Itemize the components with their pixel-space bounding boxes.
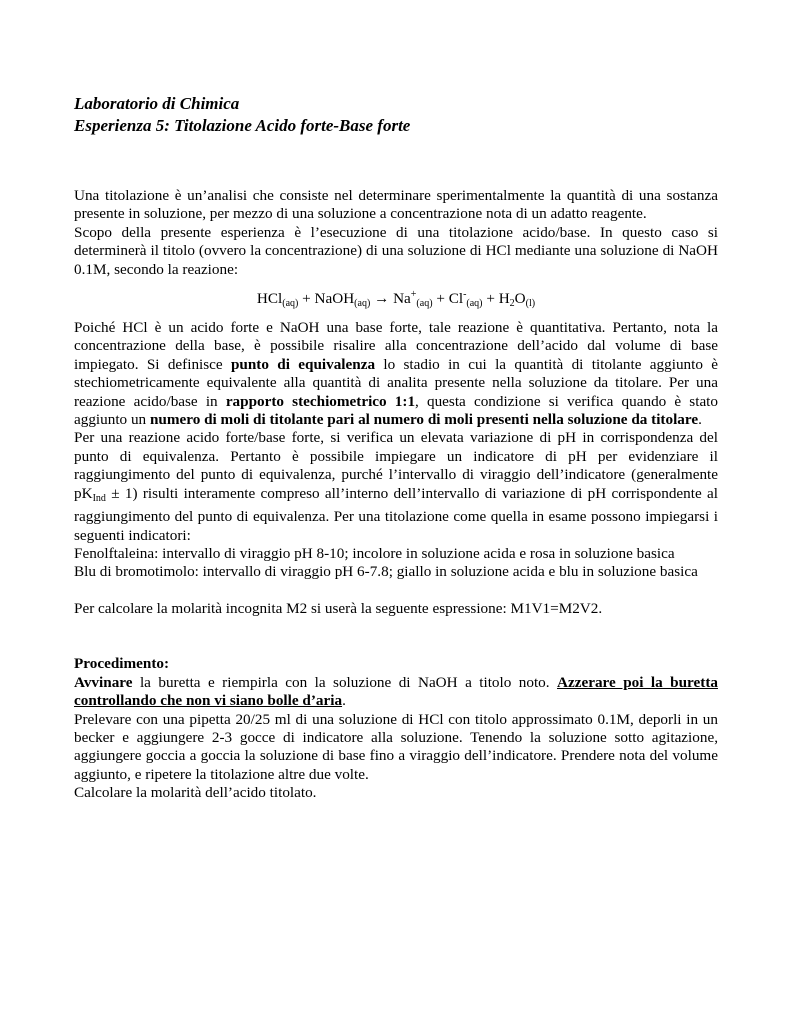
eq-aq-2: (aq) bbox=[354, 298, 371, 310]
step1-bold: Avvinare bbox=[74, 673, 133, 691]
theory-text-3: , questa condizione si verifica quando è stato aggiunto un bbox=[74, 392, 718, 429]
procedure-heading bbox=[74, 655, 718, 673]
theory-text-1: Poiché HCl è un acido forte e NaOH una base forte, tale reazione è quantitativa. Pertanto, nota la concentrazione della base, è possibile risalire alla concentrazione dell’acido dal volume di base impiegato. Si definisce bbox=[74, 319, 718, 373]
eq-plus-2: + bbox=[432, 290, 449, 308]
term-moles-condition: numero di moli di titolante pari al numero di moli presenti nella soluzione da titolare bbox=[149, 411, 699, 429]
step1-underlined: Azzerare poi la buretta controllando che non vi siano bolle d’aria bbox=[74, 673, 718, 710]
spacer bbox=[74, 582, 718, 600]
reaction-equation bbox=[74, 283, 718, 319]
document-title-block bbox=[74, 93, 734, 137]
indicator-text-1: Per una reazione acido forte/base forte, si verifica un elevata variazione di pH in corrispondenza del punto di equivalenza. Pertanto è possibile impiegare un indicatore di pH per evidenziare il raggiungimento del punto di equivalenza, purché l’intervallo di viraggio dell’indicatore (generalmente pK bbox=[74, 429, 718, 502]
term-equivalence-point: punto di equivalenza bbox=[230, 355, 376, 373]
eq-cl-charge: - bbox=[463, 289, 467, 301]
eq-cl: Cl bbox=[448, 290, 464, 308]
reaction-arrow-icon: → bbox=[370, 290, 394, 308]
eq-h: H bbox=[498, 290, 510, 308]
indicator-text-2: ± 1) risulti interamente compreso all’interno dell’intervallo di variazione di pH corrispondente al raggiungimento del punto di equivalenza. Per una titolazione come quella in esame possono impiegarsi i seguenti indicatori: bbox=[74, 484, 718, 544]
eq-aq-4: (aq) bbox=[466, 298, 483, 310]
formula-line: Per calcolare la molarità incognita M2 si userà la seguente espressione: M1V1=M2V2. bbox=[74, 600, 603, 618]
eq-plus-3: + bbox=[482, 290, 499, 308]
theory-text-2: lo stadio in cui la quantità di titolante aggiunto è stechiometricamente equivalente alla quantità di analita presente nella soluzione da titolare. Per una reazione acido/base in bbox=[74, 355, 719, 410]
eq-o: O bbox=[514, 290, 526, 308]
eq-aq-3: (aq) bbox=[416, 298, 433, 310]
pk-subscript: Ind bbox=[92, 492, 106, 504]
term-stoichiometric-ratio: rapporto stechiometrico 1:1 bbox=[225, 392, 416, 410]
step1-end: . bbox=[342, 692, 346, 710]
eq-aq-1: (aq) bbox=[282, 298, 299, 310]
experiment-title: Esperienza 5: Titolazione Acido forte-Base forte bbox=[74, 116, 411, 135]
document-title: Laboratorio di Chimica bbox=[74, 94, 240, 113]
theory-paragraph bbox=[74, 319, 718, 429]
eq-hcl: HCl bbox=[256, 290, 283, 308]
indicator-bromothymol-blue: Blu di bromotimolo: intervallo di viraggio pH 6-7.8; giallo in soluzione acida e blu in soluzione basica bbox=[74, 563, 698, 581]
theory-text-4: . bbox=[698, 411, 702, 429]
spacer bbox=[74, 619, 718, 637]
step1-text: la buretta e riempirla con la soluzione di NaOH a titolo noto. bbox=[132, 673, 558, 691]
eq-naoh: NaOH bbox=[314, 290, 355, 308]
procedure-step-3: Calcolare la molarità dell’acido titolato. bbox=[74, 784, 317, 802]
intro-paragraph-2: Scopo della presente esperienza è l’esecuzione di una titolazione acido/base. In questo caso si determinerà il titolo (ovvero la concentrazione) di una soluzione di HCl mediante una soluzione di NaOH 0.1M, secondo la reazione: bbox=[74, 223, 718, 278]
indicator-paragraph bbox=[74, 429, 718, 544]
procedure-step-2: Prelevare con una pipetta 20/25 ml di una soluzione di HCl con titolo approssimato 0.1M, deporli in un becker e aggiungere 2-3 gocce di indicatore alla soluzione. Tenendo la soluzione sotto agitazione, aggiungere goccia a goccia la soluzione di base fino a viraggio dell’indicatore. Prendere nota del volume aggiunto, e ripetere la titolazione altre due volte. bbox=[74, 710, 718, 783]
eq-h2: 2 bbox=[509, 298, 515, 310]
procedure-step-1 bbox=[74, 674, 718, 711]
document-body bbox=[74, 187, 718, 803]
procedure-heading-text: Procedimento: bbox=[74, 655, 170, 673]
eq-na: Na bbox=[393, 290, 411, 308]
indicator-phenolphthalein: Fenolftaleina: intervallo di viraggio pH 8-10; incolore in soluzione acida e rosa in soluzione basica bbox=[74, 544, 675, 562]
eq-liquid: (l) bbox=[525, 298, 536, 310]
eq-plus-1: + bbox=[298, 290, 315, 308]
spacer bbox=[74, 637, 718, 655]
eq-na-charge: + bbox=[410, 289, 417, 301]
intro-paragraph-1: Una titolazione è un’analisi che consiste nel determinare sperimentalmente la quantità di una sostanza presente in soluzione, per mezzo di una soluzione a concentrazione nota di un adatto reagente. bbox=[74, 187, 718, 223]
